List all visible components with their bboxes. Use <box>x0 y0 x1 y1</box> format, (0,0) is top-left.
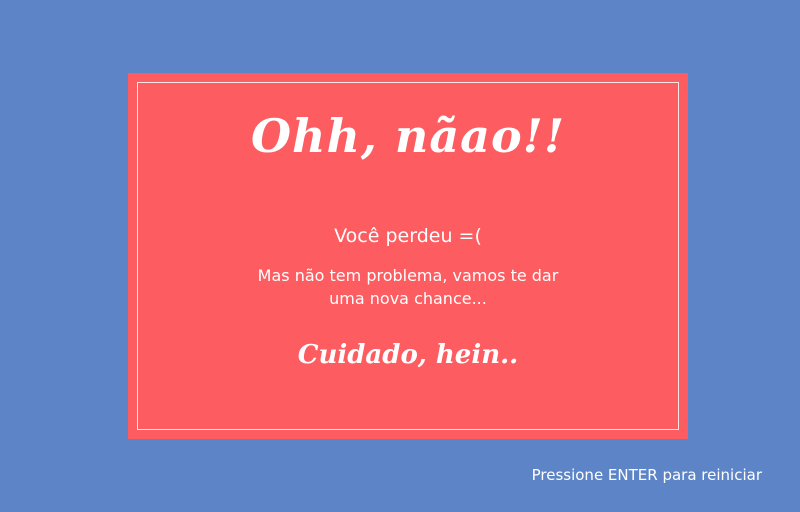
game-over-dialog <box>128 73 688 439</box>
dialog-warning: Cuidado, hein.. <box>297 340 519 370</box>
restart-hint: Pressione ENTER para reiniciar <box>531 466 762 484</box>
dialog-subtitle: Você perdeu =( <box>334 225 482 247</box>
dialog-message-line: uma nova chance... <box>329 289 487 308</box>
dialog-message <box>208 264 608 310</box>
dialog-title: Ohh, nãao!! <box>250 109 566 163</box>
dialog-message-line: Mas não tem problema, vamos te dar <box>257 266 559 285</box>
